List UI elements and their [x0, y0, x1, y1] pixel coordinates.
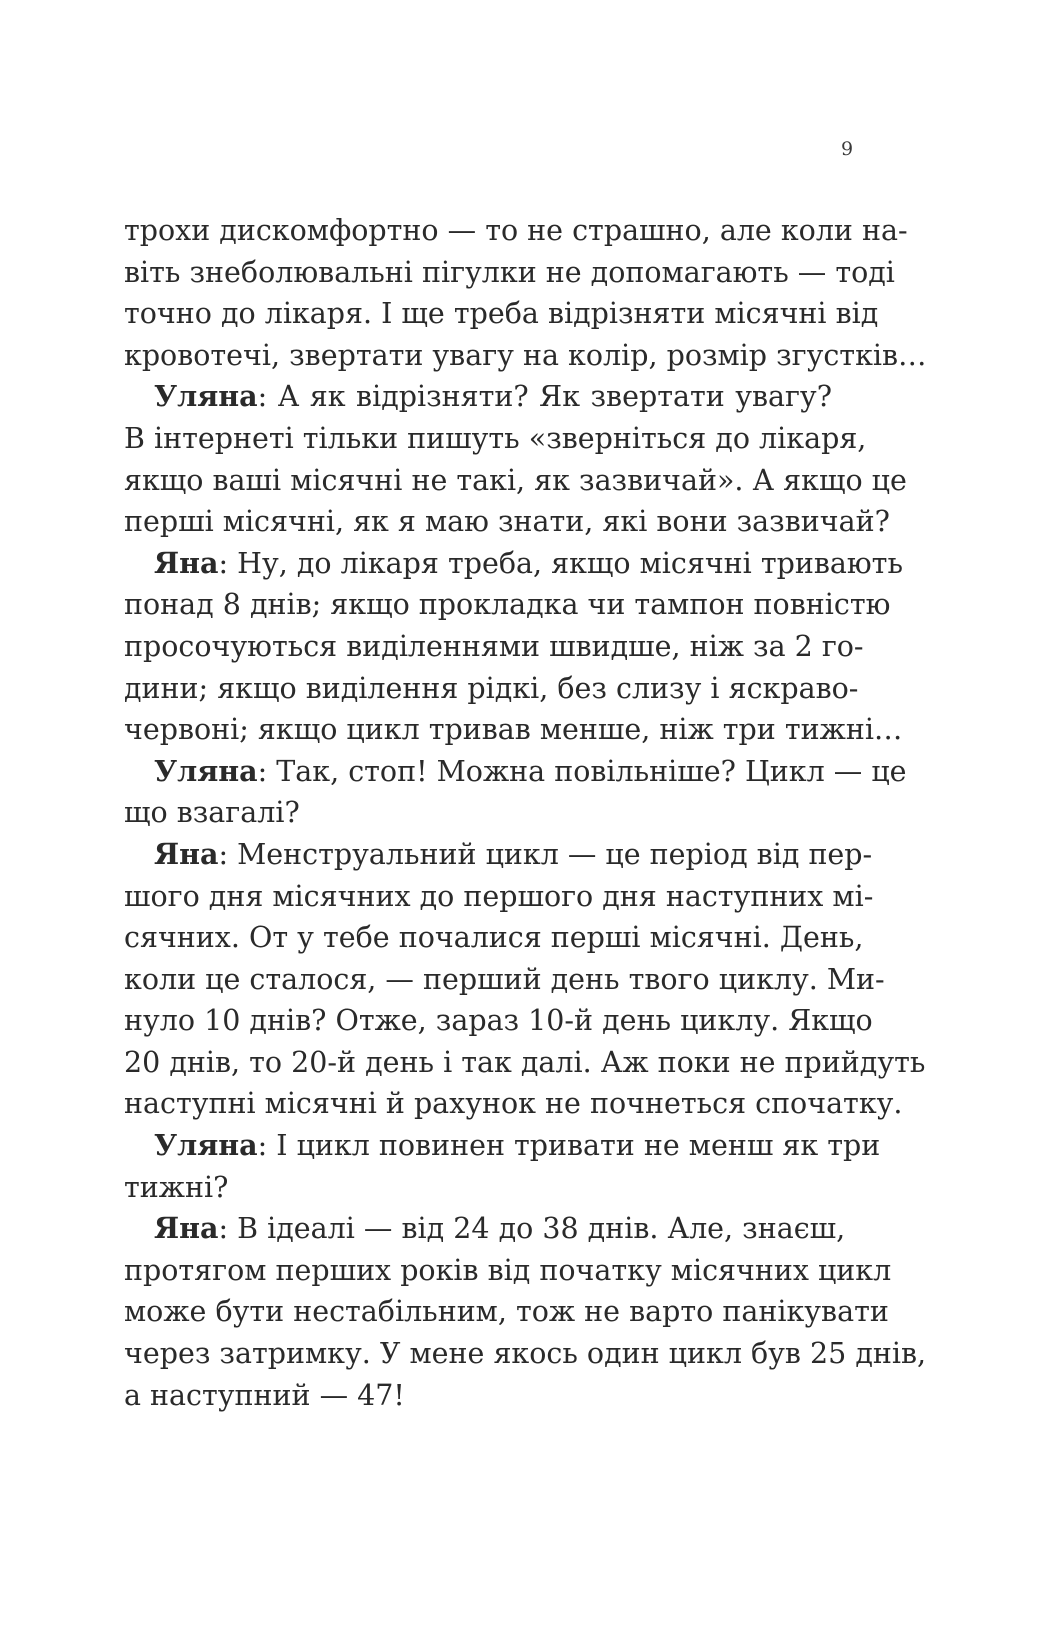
text-line: кровотечі, звертати увагу на колір, розмір згустків…: [124, 338, 927, 372]
text-line: понад 8 днів; якщо прокладка чи тампон повністю: [124, 588, 891, 622]
text-line: трохи дискомфортно — то не страшно, але коли на-: [124, 214, 908, 247]
text-line: точно до лікаря. І ще треба відрізняти місячні від: [124, 297, 879, 331]
speaker-name: Яна: [154, 836, 219, 871]
dialogue-text: : І цикл повинен тривати не менш як три: [257, 1129, 881, 1163]
body-text: [124, 210, 927, 1416]
speaker-name: Яна: [154, 1211, 219, 1246]
text-line: віть знеболювальні пігулки не допомагають — тоді: [124, 255, 895, 289]
dialogue-line: [124, 1125, 881, 1167]
speaker-name: Яна: [154, 545, 219, 580]
speaker-name: Уляна: [154, 753, 258, 788]
text-line: просочуються виділеннями швидше, ніж за 2 го-: [124, 629, 864, 663]
page-number: 9: [841, 138, 854, 160]
dialogue-line: [124, 834, 873, 876]
text-line: через затримку. У мене якось один цикл був 25 днів,: [124, 1337, 927, 1371]
text-line: може бути нестабільним, тож не варто панікувати: [124, 1295, 889, 1329]
dialogue-line: [124, 751, 907, 793]
text-line: тижні?: [124, 1170, 229, 1204]
text-line: коли це сталося, — перший день твого циклу. Ми-: [124, 962, 885, 996]
text-line: нуло 10 днів? Отже, зараз 10-й день циклу. Якщо: [124, 1004, 873, 1038]
text-line: сячних. От у тебе почалися перші місячні. День,: [124, 921, 864, 955]
text-line: червоні; якщо цикл тривав менше, ніж три тижні…: [124, 713, 903, 747]
text-line: що взагалі?: [124, 796, 300, 830]
text-line: протягом перших років від початку місячних цикл: [124, 1253, 892, 1287]
text-line: а наступний — 47!: [124, 1378, 405, 1412]
dialogue-text: : Ну, до лікаря треба, якщо місячні тривають: [218, 546, 903, 580]
dialogue-line: [124, 543, 903, 585]
text-line: наступні місячні й рахунок не почнеться спочатку.: [124, 1087, 903, 1121]
dialogue-text: : А як відрізняти? Як звертати увагу?: [257, 380, 832, 414]
text-line: дини; якщо виділення рідкі, без слизу і яскраво-: [124, 671, 859, 705]
dialogue-text: : Менструальний цикл — це період від пер-: [218, 837, 873, 871]
dialogue-text: : В ідеалі — від 24 до 38 днів. Але, знаєш,: [218, 1212, 846, 1246]
text-line: шого дня місячних до першого дня наступних мі-: [124, 879, 874, 913]
dialogue-text: : Так, стоп! Можна повільніше? Цикл — це: [257, 754, 907, 788]
dialogue-line: [124, 1208, 846, 1250]
speaker-name: Уляна: [154, 1128, 258, 1163]
text-line: якщо ваші місячні не такі, як зазвичай». А якщо це: [124, 463, 907, 497]
dialogue-line: [124, 376, 832, 418]
speaker-name: Уляна: [154, 379, 258, 414]
text-line: перші місячні, як я маю знати, які вони зазвичай?: [124, 505, 890, 539]
text-line: В інтернеті тільки пишуть «зверніться до лікаря,: [124, 421, 867, 455]
text-line: 20 днів, то 20-й день і так далі. Аж поки не прийдуть: [124, 1045, 926, 1079]
